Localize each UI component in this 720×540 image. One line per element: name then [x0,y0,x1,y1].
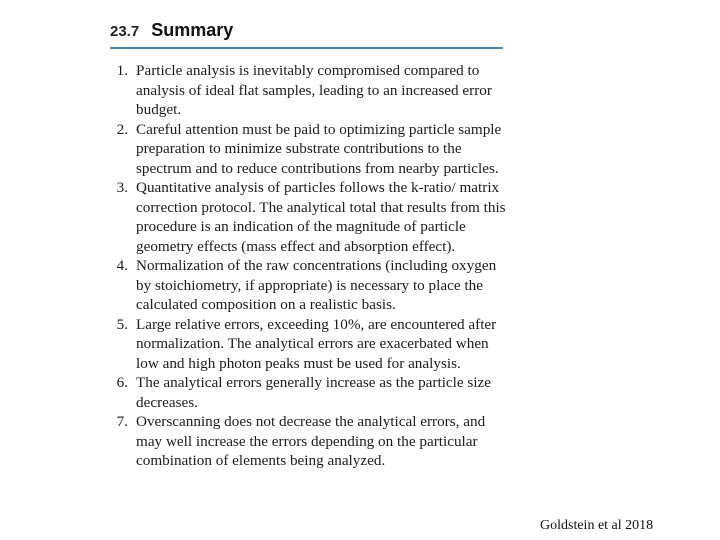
summary-item-5 [110,315,510,374]
item-number: 6. [116,374,128,391]
summary-item-2 [110,120,510,179]
summary-item-4 [110,256,510,315]
citation: Goldstein et al 2018 [540,518,654,533]
item-text: Careful attention must be paid to optimizing particle sample preparation to minimize substrate contributions to the spectrum and to reduce contributions from nearby particles. [136,120,502,177]
item-text: The analytical errors generally increase as the particle size decreases. [136,374,492,411]
item-text: Normalization of the raw concentrations (including oxygen by stoichiometry, if appropriate) is necessary to place the calculated composition on a realistic basis. [136,257,497,313]
item-number: 3. [116,179,128,196]
item-number: 1. [116,62,128,79]
section-heading [110,20,233,41]
item-text: Overscanning does not decrease the analytical errors, and may well increase the errors depending on the particular combination of elements being analyzed. [136,413,486,469]
section-title: Summary [151,20,234,40]
item-number: 2. [116,120,128,138]
item-text: Large relative errors, exceeding 10%, are encountered after normalization. The analytical errors are exacerbated when low and high photon peaks must be used for analysis. [136,315,497,372]
item-text: Quantitative analysis of particles follows the k-ratio/ matrix correction protocol. The analytical total that results from this procedure is an indication of the magnitude of particle geometry effects (mass effect and absorption effect). [136,179,506,255]
summary-item-3 [110,178,510,256]
summary-item-1 [110,61,510,120]
summary-item-7 [110,412,510,471]
summary-item-6 [110,373,510,412]
heading-divider [110,47,503,49]
item-text: Particle analysis is inevitably compromised compared to analysis of ideal flat samples, leading to an increased error budget. [136,62,492,118]
item-number: 4. [116,257,128,274]
section-number: 23.7 [110,23,140,40]
summary-list [110,61,510,471]
item-number: 7. [116,413,128,430]
item-number: 5. [116,315,128,333]
